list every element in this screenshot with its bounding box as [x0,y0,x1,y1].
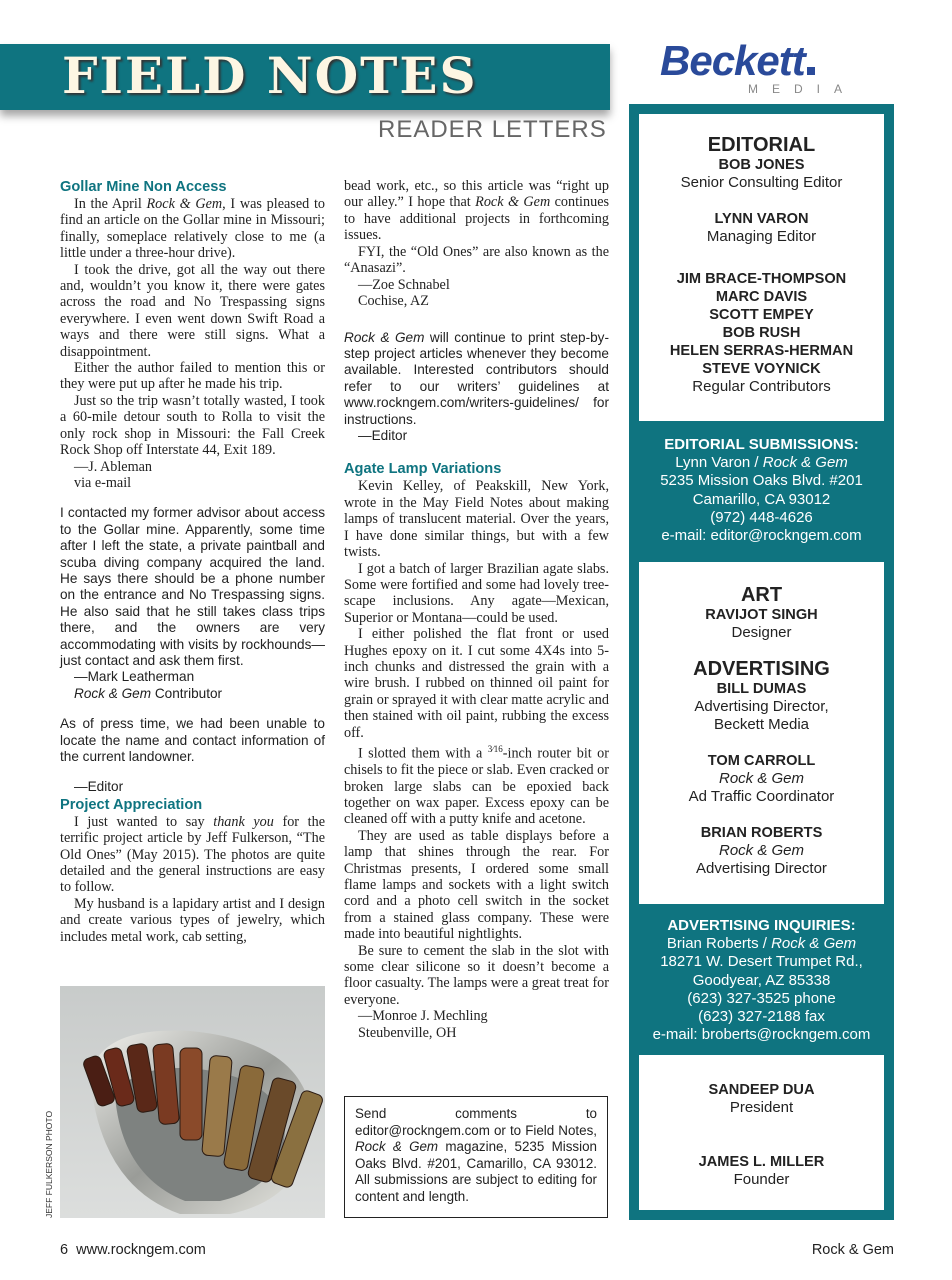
agate-p6: Be sure to cement the slab in the slot with some clear silicone so it doesn’t become a floor casualty. The lamps were a great treat for everyone. [344,942,609,1008]
staff-name: BILL DUMAS [716,681,807,697]
gollar-p4: Just so the trip wasn’t totally wasted, I took a 60-mile detour south to Rolla to visit the only rock shop in Missouri: the Fall Creek Rock Shop off Interstate 44, Exit 189. [60,392,325,459]
staff-role: Beckett Media [713,716,810,733]
gollar-editor-note: As of press time, we had been unable to locate the name and contact information of the current landowner. [60,716,325,764]
staff-role: Regular Contributors [692,378,831,395]
agate-p5: They are used as table displays before a lamp that shines through the rear. For Christmas presents, I ordered some small flame lamps and sockets with a light switch cord and a photo cell switch in the socket from a stained glass company. These were made into beautiful nightlights. [344,827,609,943]
bracelet-photo [60,986,325,1218]
agate-p2: I got a batch of larger Brazilian agate slabs. Some were fortified and some had lovely tree-scape inclusions. Any agate—Mexican, Superior or Montana—could be used. [344,560,609,626]
staff-name: BRIAN ROBERTS [700,825,823,841]
project-p2-cont [344,178,609,244]
project-reply: Rock & Gem will continue to print step-by-step project articles whenever they become available. Interested contributors should refer to our writers’ guidelines at www.rockngem.com/writers-guidelines/ for instructions. [344,329,609,427]
letter-heading-agate: Agate Lamp Variations [344,461,502,478]
logo-word: Beckett [660,37,805,84]
staff-name: TOM CARROLL [707,753,816,769]
column-left [60,178,325,945]
contributor-name: JIM BRACE-THOMPSON [676,271,847,287]
agate-p1: Kevin Kelley, of Peakskill, New York, wrote in the May Field Notes about making lamps of translucent material. Over the years, I have done similar things, but with a few twists. [344,478,609,561]
art-title: ART [740,584,783,606]
project-p1: I just wanted to say thank you for the terrific project article by Jeff Fulkerson, “The Old Ones” (May 2015). The photos are quite detailed and the general instructions are easy to follow. [60,813,325,896]
editorial-submissions [639,436,884,545]
agate-p3: I either polished the flat front or used Hughes epoxy on it. I cut some 4X4s into 5-inch chunks and distressed the grain with a wire brush. I rubbed on thinned oil paint for grain or sprayed it with clear matte acrylic and then stained with oil paint, rubbing the excess off. [344,626,609,741]
staff-role: Designer [731,624,792,641]
staff-role: Senior Consulting Editor [680,174,843,191]
footer-left [60,1242,206,1258]
staff-role: Founder [733,1171,790,1188]
project-signature-location: Cochise, AZ [358,293,429,310]
inquiries-title: ADVERTISING INQUIRIES: [667,917,856,934]
staff-publication: Rock & Gem [718,770,805,787]
contributor-name: STEVE VOYNICK [702,361,821,377]
gollar-p3: Either the author failed to mention this or they were put up after he made his trip. [60,360,325,393]
gollar-p2: I took the drive, got all the way out there and, wouldn’t you know it, there were gates across the road and No Trespassing signs everywhere. I even went down Swift Road a ways and there were still signs. What a disappointment. [60,261,325,360]
project-signature: —Zoe Schnabel [358,276,450,293]
staff-name: BOB JONES [718,157,805,173]
art-advertising-box [639,562,884,904]
contributor-name: SCOTT EMPEY [709,307,814,323]
gollar-p1: In the April Rock & Gem, I was pleased to find an article on the Gollar mine in Missouri; finally, someplace relatively close to me (a little under a three-hour drive). [60,196,325,262]
contributor-name: MARC DAVIS [715,289,808,305]
beckett-logo [660,37,860,96]
executive-box [639,1055,884,1210]
submission-note-box: Send comments to editor@rockngem.com or to Field Notes, Rock & Gem magazine, 5235 Mission Oaks Blvd. #201, Camarillo, CA 93012. All submissions are subject to editing for content and length. [344,1096,608,1218]
project-reply-signature: —Editor [358,428,408,444]
staff-name: SANDEEP DUA [708,1082,815,1098]
submissions-email: e-mail: editor@rockngem.com [661,527,862,545]
page-number: 6 [60,1242,69,1258]
staff-role: Advertising Director [696,860,827,877]
inquiries-city: Goodyear, AZ 85338 [692,971,831,989]
contributor-name: HELEN SERRAS-HERMAN [669,343,854,359]
logo-dot [807,67,815,75]
submissions-address: 5235 Mission Oaks Blvd. #201 [660,472,863,490]
staff-name: LYNN VARON [714,211,809,227]
inquiries-fax: (623) 327-2188 fax [698,1008,825,1026]
editorial-box [639,114,884,421]
inquiries-name: Brian Roberts / Rock & Gem [666,935,857,953]
contributor-name: BOB RUSH [722,325,801,341]
gollar-signature-location: via e-mail [74,474,132,491]
staff-publication: Rock & Gem [718,842,805,859]
gollar-editor-signature: —Editor [74,779,124,795]
agate-signature-location: Steubenville, OH [358,1024,457,1041]
staff-role: Advertising Director, [694,698,829,715]
staff-role: Managing Editor [706,228,817,245]
advertising-title: ADVERTISING [693,658,830,680]
logo-sub: MEDIA [747,82,856,96]
letter-heading-project: Project Appreciation [60,796,203,813]
inquiries-phone: (623) 327-3525 phone [687,989,836,1007]
column-middle [344,178,609,1041]
submissions-name: Lynn Varon / Rock & Gem [675,454,848,472]
photo-credit: JEFF FULKERSON PHOTO [44,1110,54,1218]
staff-role: Ad Traffic Coordinator [688,788,835,805]
gollar-signature: —J. Ableman [74,458,153,475]
gollar-reply-role: Rock & Gem Contributor [74,685,223,701]
inquiries-address: 18271 W. Desert Trumpet Rd., [660,953,863,971]
project-p2: My husband is a lapidary artist and I design and create various types of jewelry, which includes metal work, cab setting, [60,895,325,945]
submissions-phone: (972) 448-4626 [710,508,813,526]
page-title: FIELD NOTES [62,46,478,105]
project-p2-tail: bead work, etc., so this article was “right up our alley.” I hope that Rock & Gem continues to have additional projects in forthcoming issues. [344,178,609,244]
submissions-title: EDITORIAL SUBMISSIONS: [664,436,859,453]
letter-heading-gollar: Gollar Mine Non Access [60,179,227,195]
section-title: READER LETTERS [378,116,607,143]
submissions-city: Camarillo, CA 93012 [692,490,831,508]
staff-role: President [729,1099,794,1116]
gollar-reply: I contacted my former advisor about access to the Gollar mine. Apparently, some time after I left the state, a private paintball and scuba diving company acquired the land. He says there should be a phone number on the entrance and No Trespassing signs. He also said that he still takes class trips there, and the owners are very accommodating with visits by rockhounds—just contact and ask them first. [60,505,325,668]
staff-name: JAMES L. MILLER [698,1154,825,1170]
gollar-reply-signature: —Mark Leatherman [74,669,195,685]
inquiries-email: e-mail: broberts@rockngem.com [652,1026,871,1044]
agate-p4: I slotted them with a $^{3⁄16}$-inch router bit or chisels to fit the piece or slab. Even cracked or broken large slabs can be epoxied back together on wax paper. Excess epoxy can be cleaned off with a putty knife and acetone. [344,743,609,828]
editorial-title: EDITORIAL [707,134,816,156]
agate-signature: —Monroe J. Mechling [358,1008,488,1025]
footer-magazine: Rock & Gem [811,1242,894,1258]
footer-site: www.rockngem.com [76,1242,206,1258]
project-p3: FYI, the “Old Ones” are also known as the “Anasazi”. [344,244,609,277]
advertising-inquiries [639,917,884,1044]
bracelet-illustration [60,986,325,1218]
staff-name: RAVIJOT SINGH [705,607,818,623]
